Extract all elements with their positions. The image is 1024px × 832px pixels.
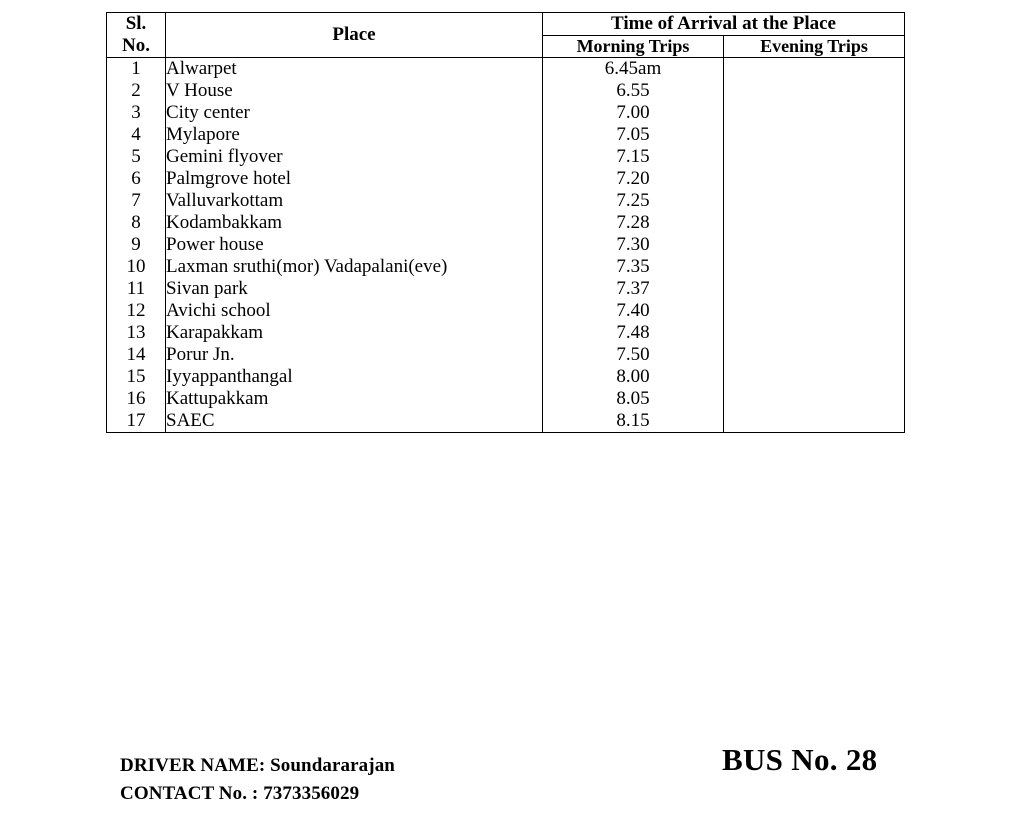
- column-header-sl-no-line2: No.: [122, 35, 150, 56]
- cell-sl-no: 6: [107, 168, 166, 190]
- cell-morning-time: 7.48: [543, 322, 724, 344]
- cell-place: Valluvarkottam: [166, 190, 543, 212]
- cell-evening-time: [724, 168, 905, 190]
- cell-morning-time: 7.20: [543, 168, 724, 190]
- table-row: [107, 388, 905, 410]
- cell-evening-time: [724, 212, 905, 234]
- cell-place: City center: [166, 102, 543, 124]
- cell-place: Power house: [166, 234, 543, 256]
- bus-schedule-table: [106, 12, 905, 433]
- cell-evening-time: [724, 278, 905, 300]
- table-row: [107, 146, 905, 168]
- cell-place: Alwarpet: [166, 58, 543, 81]
- driver-name: DRIVER NAME: Soundararajan: [120, 755, 395, 776]
- table-row: [107, 322, 905, 344]
- table-row: [107, 410, 905, 433]
- cell-evening-time: [724, 146, 905, 168]
- cell-evening-time: [724, 190, 905, 212]
- cell-place: Iyyappanthangal: [166, 366, 543, 388]
- cell-place: Avichi school: [166, 300, 543, 322]
- table-row: [107, 124, 905, 146]
- cell-evening-time: [724, 80, 905, 102]
- cell-sl-no: 8: [107, 212, 166, 234]
- cell-evening-time: [724, 124, 905, 146]
- cell-place: Mylapore: [166, 124, 543, 146]
- cell-place: Laxman sruthi(mor) Vadapalani(eve): [166, 256, 543, 278]
- footer-info: [120, 752, 395, 807]
- cell-place: Kattupakkam: [166, 388, 543, 410]
- cell-morning-time: 6.45am: [543, 58, 724, 81]
- cell-morning-time: 7.00: [543, 102, 724, 124]
- cell-evening-time: [724, 322, 905, 344]
- cell-sl-no: 17: [107, 410, 166, 433]
- bus-number: BUS No. 28: [722, 742, 878, 777]
- cell-morning-time: 7.25: [543, 190, 724, 212]
- table-row: [107, 80, 905, 102]
- table-row: [107, 190, 905, 212]
- column-header-morning-trips: Morning Trips: [543, 36, 724, 58]
- contact-number: CONTACT No. : 7373356029: [120, 782, 360, 804]
- cell-sl-no: 9: [107, 234, 166, 256]
- cell-sl-no: 2: [107, 80, 166, 102]
- cell-morning-time: 8.00: [543, 366, 724, 388]
- column-header-time-of-arrival: Time of Arrival at the Place: [543, 13, 905, 36]
- cell-place: V House: [166, 80, 543, 102]
- cell-place: Gemini flyover: [166, 146, 543, 168]
- table-row: [107, 344, 905, 366]
- cell-sl-no: 16: [107, 388, 166, 410]
- cell-morning-time: 8.05: [543, 388, 724, 410]
- cell-evening-time: [724, 102, 905, 124]
- table-row: [107, 102, 905, 124]
- cell-sl-no: 7: [107, 190, 166, 212]
- cell-morning-time: 7.30: [543, 234, 724, 256]
- column-header-place: Place: [166, 13, 543, 58]
- cell-evening-time: [724, 410, 905, 433]
- table-row: [107, 234, 905, 256]
- header-row-primary: [107, 13, 905, 36]
- cell-sl-no: 15: [107, 366, 166, 388]
- cell-evening-time: [724, 366, 905, 388]
- cell-place: Palmgrove hotel: [166, 168, 543, 190]
- cell-place: Sivan park: [166, 278, 543, 300]
- table-row: [107, 366, 905, 388]
- cell-place: Karapakkam: [166, 322, 543, 344]
- table-row: [107, 256, 905, 278]
- table-row: [107, 58, 905, 81]
- cell-morning-time: 7.40: [543, 300, 724, 322]
- cell-evening-time: [724, 300, 905, 322]
- cell-morning-time: 7.05: [543, 124, 724, 146]
- cell-evening-time: [724, 256, 905, 278]
- cell-place: Kodambakkam: [166, 212, 543, 234]
- cell-morning-time: 8.15: [543, 410, 724, 433]
- cell-morning-time: 7.35: [543, 256, 724, 278]
- cell-morning-time: 7.37: [543, 278, 724, 300]
- cell-morning-time: 7.15: [543, 146, 724, 168]
- cell-sl-no: 12: [107, 300, 166, 322]
- table-row: [107, 212, 905, 234]
- cell-sl-no: 14: [107, 344, 166, 366]
- cell-sl-no: 5: [107, 146, 166, 168]
- cell-sl-no: 13: [107, 322, 166, 344]
- cell-place: Porur Jn.: [166, 344, 543, 366]
- cell-evening-time: [724, 234, 905, 256]
- table-header: [107, 13, 905, 58]
- table-row: [107, 168, 905, 190]
- cell-place: SAEC: [166, 410, 543, 433]
- column-header-sl-no-line1: Sl.: [125, 13, 147, 35]
- cell-morning-time: 7.28: [543, 212, 724, 234]
- column-header-sl-no: [107, 13, 166, 58]
- cell-sl-no: 10: [107, 256, 166, 278]
- cell-sl-no: 11: [107, 278, 166, 300]
- column-header-evening-trips: Evening Trips: [724, 36, 905, 58]
- cell-morning-time: 7.50: [543, 344, 724, 366]
- table-row: [107, 300, 905, 322]
- cell-sl-no: 3: [107, 102, 166, 124]
- table-row: [107, 278, 905, 300]
- cell-sl-no: 1: [107, 58, 166, 81]
- cell-sl-no: 4: [107, 124, 166, 146]
- cell-morning-time: 6.55: [543, 80, 724, 102]
- table-body: [107, 58, 905, 433]
- cell-evening-time: [724, 388, 905, 410]
- cell-evening-time: [724, 58, 905, 81]
- cell-evening-time: [724, 344, 905, 366]
